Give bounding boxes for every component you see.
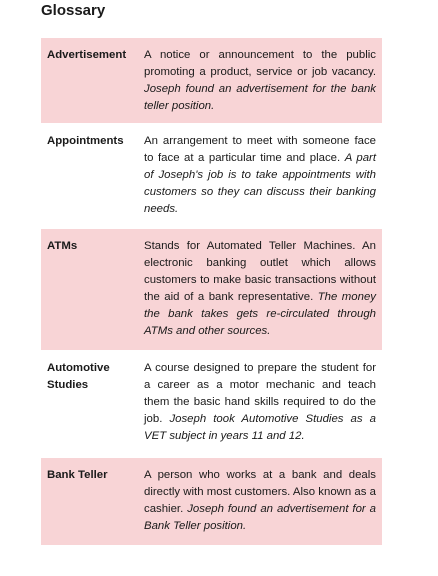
glossary-entry-atms [41, 229, 382, 350]
glossary-definition [144, 238, 376, 341]
glossary-entry-appointments [41, 124, 382, 228]
glossary-term: Appointments [47, 135, 124, 147]
glossary-definition [144, 360, 376, 448]
definition-text: A notice or announcement to the public promoting a product, service or job vacancy. [144, 49, 376, 78]
example-sentence: Joseph found an advertisement for the bank teller position. [144, 83, 376, 112]
page-title: Glossary [41, 2, 106, 19]
glossary-entry-automotive-studies [41, 351, 382, 457]
definition-text: A person who works at a bank and deals directly with most customers. Also known as a cashier. [144, 469, 376, 515]
glossary-term: ATMs [47, 240, 78, 252]
example-sentence: Joseph took Automotive Studies as a VET subject in years 11 and 12. [144, 413, 376, 442]
definition-text: An arrangement to meet with someone face to face at a particular time and place. [144, 135, 376, 164]
example-sentence: A part of Joseph's job is to take appointments with customers so they can discuss their banking needs. [144, 152, 376, 215]
glossary-definition [144, 467, 376, 536]
definition-text: Stands for Automated Teller Machines. An electronic banking outlet which allows customers to make basic transactions without the aid of a bank representative. [144, 240, 376, 303]
glossary-term: Advertisement [47, 49, 127, 61]
example-sentence: Joseph found an advertisement for a Bank Teller position. [144, 503, 376, 532]
glossary-table [41, 38, 382, 545]
glossary-entry-bank-teller [41, 458, 382, 545]
glossary-definition [144, 47, 376, 114]
glossary-term: Bank Teller [47, 469, 108, 481]
glossary-entry-advertisement [41, 38, 382, 123]
example-sentence: The money the bank takes gets re-circulated through ATMs and other sources. [144, 291, 376, 337]
definition-text: A course designed to prepare the student for a career as a motor mechanic and teach them the basic hand skills required to do the job. [144, 362, 376, 425]
glossary-definition [144, 133, 376, 219]
glossary-term: Automotive Studies [47, 362, 110, 391]
